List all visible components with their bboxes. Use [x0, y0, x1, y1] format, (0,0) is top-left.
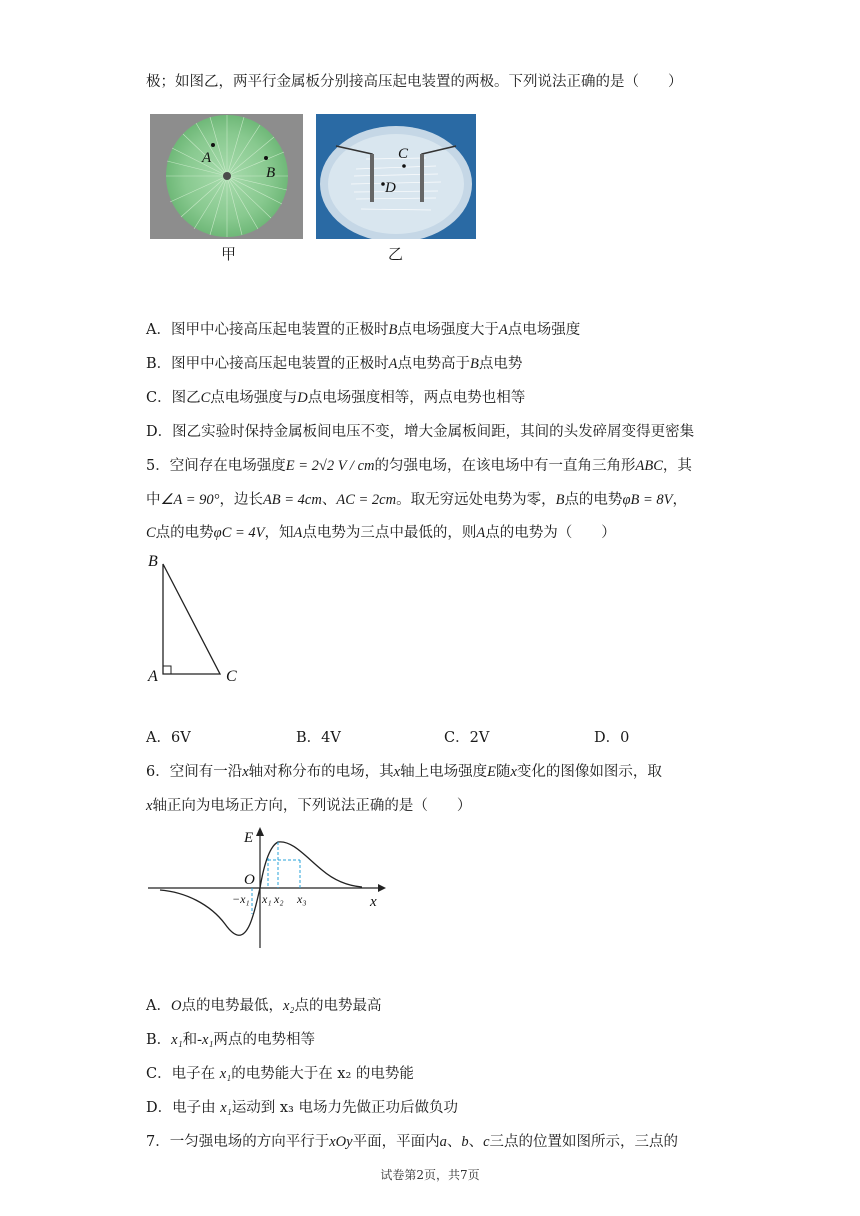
- graph-label-x3: x₃: [297, 892, 307, 906]
- q5-line-1: 5．空间存在电场强度E = 2√2 V / cm的匀强电场，在该电场中有一直角三角形ABC，其: [146, 458, 692, 474]
- photo-yi-svg: [316, 114, 476, 239]
- q5-line-3: C点的电势φC = 4V，知A点电势为三点中最低的，则A点的电势为（ ）: [146, 525, 616, 541]
- q5-option-a: A．6V: [146, 730, 191, 746]
- graph-label-o: O: [244, 872, 255, 888]
- photo-yi: [316, 114, 476, 239]
- photo-label-c: C: [398, 146, 409, 162]
- q6-option-a: A．O点的电势最低，x₂点的电势最高: [146, 998, 382, 1014]
- q4-option-d: D．图乙实验时保持金属板间电压不变，增大金属板间距，其间的头发碎屑变得更密集: [146, 424, 695, 440]
- graph-label-e: E: [244, 830, 254, 846]
- photo-caption-jia: 甲: [221, 245, 237, 263]
- q6-option-c: C．电子在 x₁的电势能大于在 x₂ 的电势能: [146, 1066, 414, 1082]
- q5-line-2: 中∠A = 90°，边长AB = 4cm、AC = 2cm。取无穷远处电势为零，B点的电势φB = 8V，: [146, 492, 687, 508]
- graph-label-x: x: [370, 894, 377, 910]
- q5-option-c: C．2V: [444, 730, 490, 746]
- q5-option-b: B．4V: [296, 730, 341, 746]
- triangle-label-a: A: [148, 668, 158, 685]
- triangle-abc-figure: [140, 548, 250, 688]
- q4-option-c: C．图乙C点电场强度与D点电场强度相等，两点电势也相等: [146, 390, 526, 406]
- q7-stem: 7．一匀强电场的方向平行于xOy平面，平面内a、b、c三点的位置如图所示，三点的: [146, 1134, 679, 1150]
- q6-option-d: D．电子由 x₁运动到 x₃ 电场力先做正功后做负功: [146, 1100, 458, 1116]
- graph-label-neg-x1: −x₁: [232, 892, 250, 906]
- q4-option-a: A．图甲中心接高压起电装置的正极时B点电场强度大于A点电场强度: [146, 322, 581, 338]
- question-4-stem-tail: 极；如图乙，两平行金属板分别接高压起电装置的两极。下列说法正确的是（ ）: [146, 74, 683, 90]
- photo-label-a: A: [202, 150, 212, 166]
- photo-label-d: D: [385, 180, 396, 196]
- q4-option-b: B．图甲中心接高压起电装置的正极时A点电势高于B点电势: [146, 356, 523, 372]
- photo-caption-yi: 乙: [388, 245, 404, 263]
- graph-label-x1: x₁: [262, 892, 272, 906]
- q6-option-b: B．x₁和-x₁两点的电势相等: [146, 1032, 315, 1048]
- q6-line-1: 6．空间有一沿x轴对称分布的电场，其x轴上电场强度E随x变化的图像如图示，取: [146, 764, 662, 780]
- e-x-graph: [140, 824, 390, 954]
- q6-line-2: x轴正向为电场正方向，下列说法正确的是（ ）: [146, 798, 472, 814]
- triangle-label-c: C: [226, 668, 237, 685]
- page-footer: 试卷第2页，共7页: [380, 1168, 480, 1182]
- photo-jia: [150, 114, 303, 239]
- photo-jia-svg: [150, 114, 303, 239]
- photo-label-b: B: [266, 165, 276, 181]
- triangle-label-b: B: [148, 553, 158, 570]
- q5-option-d: D．0: [594, 730, 630, 746]
- graph-label-x2: x₂: [274, 892, 284, 906]
